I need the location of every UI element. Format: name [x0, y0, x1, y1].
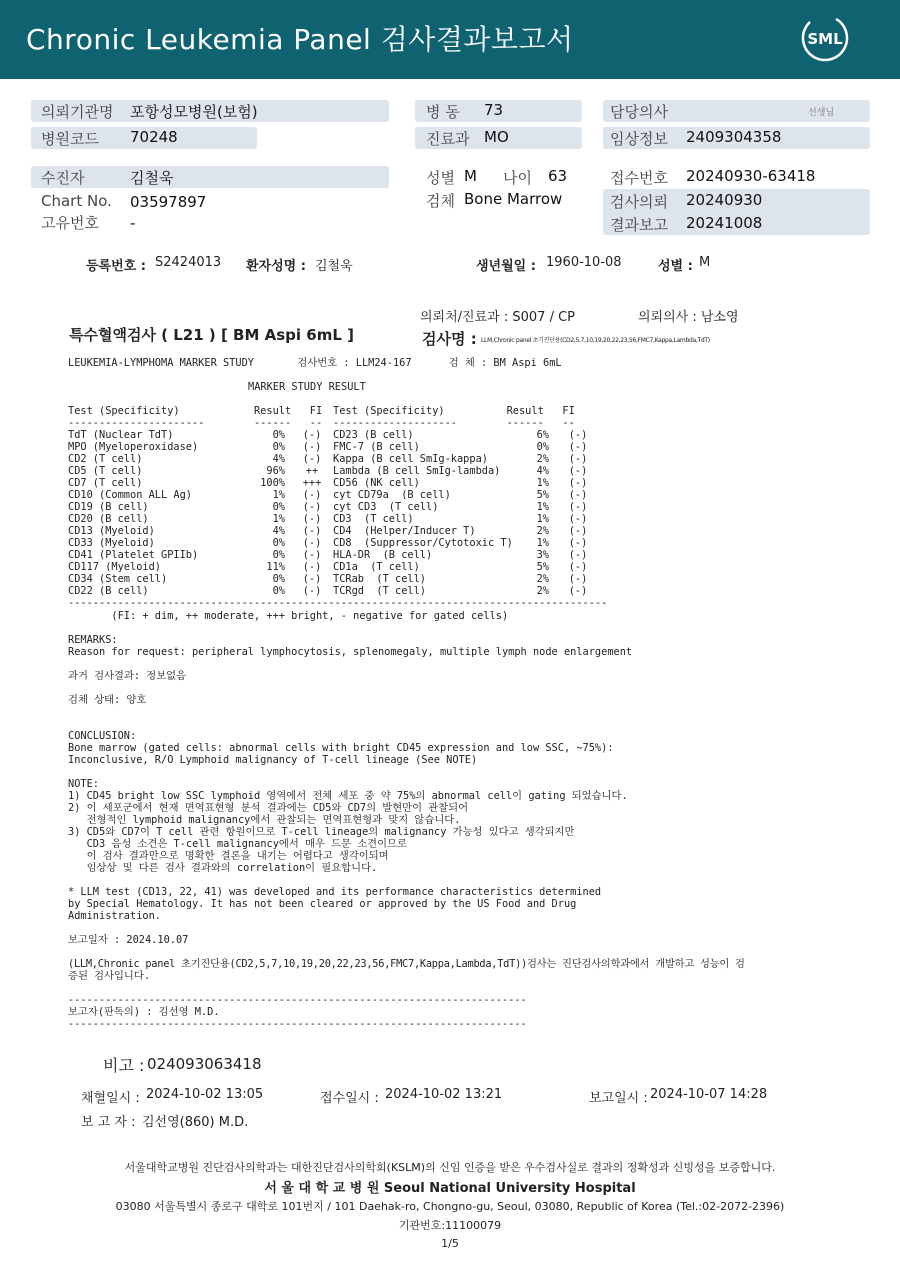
specimen-value: Bone Marrow	[464, 190, 563, 208]
reg-label: 등록번호 :	[86, 259, 146, 274]
left-marker-test: CD20 (B cell)	[68, 513, 149, 525]
chart-label: Chart No.	[41, 192, 112, 210]
left-marker-test: CD33 (Myeloid)	[68, 537, 155, 549]
right-marker-test: Lambda (B cell SmIg-lambda)	[333, 465, 501, 477]
left-marker-result: 0%	[272, 585, 285, 597]
report-label: 보고일시 :	[589, 1091, 648, 1106]
exam-title: 특수혈액검사 ( L21 ) [ BM Aspi 6mL ]	[69, 326, 354, 344]
left-marker-test: CD19 (B cell)	[68, 501, 149, 513]
right-marker-fi: (-)	[568, 453, 588, 465]
note-line-1: 1) CD45 bright low SSC lymphoid 영역에서 전체 세포 중 약 75%의 abnormal cell이 gating 되었습니다.	[68, 790, 628, 802]
birth-value: 1960-10-08	[546, 255, 622, 270]
requested-value: 20240930	[686, 191, 763, 209]
llm-line-3: Administration.	[68, 910, 161, 922]
right-marker-fi: (-)	[568, 549, 588, 561]
page-number: 1/5	[441, 1237, 459, 1250]
prev-result: 과거 검사결과: 정보없음	[68, 670, 187, 682]
conclusion-line-1: Bone marrow (gated cells: abnormal cells with bright CD45 expression and low SSC, ~75%):	[68, 742, 614, 754]
bottom-reporter-value: 김선영(860) M.D.	[142, 1115, 249, 1130]
reported-label: 결과보고	[610, 216, 668, 234]
note-line-3: 전형적인 lymphoid malignancy에서 관찰되는 면역표현형과 맞지 않습니다.	[68, 814, 461, 826]
right-marker-result: 5%	[536, 489, 549, 501]
left-marker-result: 0%	[272, 573, 285, 585]
sign-rule-bottom: --------------------------------------------------------------------------	[68, 1018, 527, 1030]
right-marker-test: cyt CD3 (T cell)	[333, 501, 439, 513]
right-marker-result: 2%	[536, 585, 549, 597]
doctor-suffix: 선생님	[808, 108, 835, 118]
remarks-title: REMARKS:	[68, 634, 118, 646]
left-marker-result: 0%	[272, 441, 285, 453]
left-marker-result: 100%	[260, 477, 285, 489]
right-marker-fi: (-)	[568, 429, 588, 441]
left-marker-test: CD41 (Platelet GPIIb)	[68, 549, 199, 561]
reported-value: 20241008	[686, 214, 763, 232]
left-marker-result: 0%	[272, 501, 285, 513]
right-marker-fi: (-)	[568, 465, 588, 477]
chart-value: 03597897	[130, 193, 207, 211]
note-line-6: 이 검사 결과만으로 명확한 결론을 내기는 어렵다고 생각이되며	[68, 850, 389, 862]
left-marker-fi: (-)	[302, 549, 322, 561]
req-inst-label: 의뢰기관명	[41, 103, 114, 121]
dept-line: 의뢰처/진료과 : S007 / CP	[420, 310, 575, 325]
reporter-line: 보고자(판독의) : 김선영 M.D.	[68, 1006, 220, 1018]
left-marker-result: 4%	[272, 453, 285, 465]
specimen-label: 검체	[426, 192, 455, 210]
name-value: 김철욱	[315, 259, 353, 274]
llm-line-1: * LLM test (CD13, 22, 41) was developed and its performance characteristics determined	[68, 886, 602, 898]
left-marker-test: CD5 (T cell)	[68, 465, 143, 477]
right-marker-test: TCRgd (T cell)	[333, 585, 426, 597]
clinical-label: 임상정보	[610, 130, 668, 148]
note-line-7: 임상상 및 다른 검사 결과와의 correlation이 필요합니다.	[68, 862, 378, 874]
left-marker-fi: (-)	[302, 441, 322, 453]
left-marker-fi: (-)	[302, 573, 322, 585]
left-marker-test: TdT (Nuclear TdT)	[68, 429, 174, 441]
left-marker-fi: (-)	[302, 429, 322, 441]
right-marker-fi: (-)	[568, 561, 588, 573]
cert-line: 서울대학교병원 진단검사의학과는 대한진단검사의학회(KSLM)의 신임 인증을 받은 우수검사실로 결과의 정확성과 신빙성을 보증합니다.	[124, 1161, 776, 1174]
right-marker-fi: (-)	[568, 537, 588, 549]
req-doc-line: 의뢰의사 : 남소영	[638, 310, 739, 325]
sign-rule-top: --------------------------------------------------------------------------	[68, 994, 527, 1006]
right-marker-test: FMC-7 (B cell)	[333, 441, 420, 453]
hospital-line: 서 울 대 학 교 병 원 Seoul National University Hospital	[264, 1181, 636, 1196]
left-marker-test: MPO (Myeloperoxidase)	[68, 441, 199, 453]
age-value: 63	[548, 167, 568, 185]
right-marker-test: CD1a (T cell)	[333, 561, 420, 573]
table-rule: ---------------------------------------------------------------------------------------	[68, 597, 608, 609]
right-marker-test: CD23 (B cell)	[333, 429, 414, 441]
left-marker-test: CD13 (Myeloid)	[68, 525, 155, 537]
sex-value: M	[464, 167, 477, 185]
unique-label: 고유번호	[41, 214, 99, 232]
right-header: Test (Specificity) Result FI	[333, 405, 575, 417]
report-value: 2024-10-07 14:28	[650, 1087, 768, 1102]
dept-value: MO	[484, 128, 509, 146]
right-marker-test: CD4 (Helper/Inducer T)	[333, 525, 476, 537]
hosp-code-value: 70248	[130, 128, 178, 146]
right-marker-test: TCRab (T cell)	[333, 573, 426, 585]
panel-line-1: (LLM,Chronic panel 초기진단용(CD2,5,7,10,19,20,22,23,56,FMC7,Kappa,Lambda,TdT))검사는 진단검사의학과에서 개발하고 성능이 검	[68, 958, 745, 970]
right-marker-test: CD56 (NK cell)	[333, 477, 420, 489]
right-marker-test: CD3 (T cell)	[333, 513, 414, 525]
right-marker-result: 3%	[536, 549, 549, 561]
scan-sex-label: 성별 :	[658, 259, 693, 274]
result-title: MARKER STUDY RESULT	[248, 381, 366, 393]
left-marker-result: 1%	[272, 513, 285, 525]
right-marker-result: 1%	[536, 501, 549, 513]
left-marker-fi: (-)	[302, 585, 322, 597]
req-inst-value: 포항성모병원(보험)	[130, 103, 258, 121]
left-marker-test: CD117 (Myeloid)	[68, 561, 161, 573]
right-marker-result: 6%	[536, 429, 549, 441]
right-marker-fi: (-)	[568, 513, 588, 525]
left-marker-fi: (-)	[302, 525, 322, 537]
unique-value: -	[130, 214, 136, 232]
left-marker-fi: +++	[302, 477, 322, 489]
dept-label: 진료과	[426, 130, 470, 148]
birth-label: 생년월일 :	[476, 259, 536, 274]
left-marker-fi: (-)	[302, 453, 322, 465]
info-box-patient	[31, 166, 389, 188]
note-title: NOTE:	[68, 778, 99, 790]
left-marker-fi: (-)	[302, 501, 322, 513]
fi-legend: (FI: + dim, ++ moderate, +++ bright, - negative for gated cells)	[68, 610, 509, 622]
left-marker-result: 4%	[272, 525, 285, 537]
note-line-2: 2) 이 세포군에서 현재 면역표현형 분석 결과에는 CD5와 CD7의 발현만이 관찰되어	[68, 802, 469, 814]
right-marker-result: 1%	[536, 537, 549, 549]
doctor-label: 담당의사	[610, 103, 668, 121]
left-marker-test: CD34 (Stem cell)	[68, 573, 168, 585]
specimen-status: 검체 상태: 양호	[68, 694, 147, 706]
sml-logo	[801, 14, 849, 62]
scan-sex-value: M	[699, 255, 711, 270]
right-marker-test: HLA-DR (B cell)	[333, 549, 433, 561]
remark-value: 024093063418	[147, 1055, 262, 1073]
panel-line-2: 증된 검사입니다.	[68, 970, 151, 982]
left-marker-fi: (-)	[302, 561, 322, 573]
right-marker-result: 1%	[536, 513, 549, 525]
left-marker-result: 11%	[266, 561, 285, 573]
bottom-reporter-label: 보 고 자 :	[81, 1115, 136, 1130]
patient-label: 수진자	[41, 169, 85, 187]
left-header: Test (Specificity) Result FI	[68, 405, 323, 417]
ward-label: 병 동	[426, 103, 460, 121]
left-marker-test: CD7 (T cell)	[68, 477, 143, 489]
left-marker-test: CD10 (Common ALL Ag)	[68, 489, 192, 501]
right-marker-result: 1%	[536, 477, 549, 489]
right-marker-fi: (-)	[568, 525, 588, 537]
right-marker-result: 5%	[536, 561, 549, 573]
exam-name-value: LLM,Chronic panel 초기진단용(CD2,5,7,10,19,20,22,23,56,FMC7,Kappa,Lambda,TdT)	[481, 337, 710, 344]
right-marker-fi: (-)	[568, 585, 588, 597]
exam-name-label: 검사명 :	[422, 330, 477, 348]
name-label: 환자성명 :	[246, 259, 306, 274]
receive-label: 접수일시 :	[320, 1091, 379, 1106]
conclusion-line-2: Inconclusive, R/O Lymphoid malignancy of T-cell lineage (See NOTE)	[68, 754, 478, 766]
report-title: Chronic Leukemia Panel 검사결과보고서	[26, 23, 574, 56]
right-marker-result: 2%	[536, 453, 549, 465]
note-line-5: CD3 음성 소견은 T-cell malignancy에서 매우 드문 소견이므로	[68, 838, 407, 850]
right-marker-result: 2%	[536, 525, 549, 537]
right-rule: -------------------- ------ --	[333, 417, 575, 429]
inst-no-line: 기관번호:11100079	[398, 1219, 502, 1232]
ward-value: 73	[484, 101, 504, 119]
left-marker-result: 1%	[272, 489, 285, 501]
age-label: 나이	[503, 169, 532, 187]
left-marker-fi: (-)	[302, 489, 322, 501]
collect-label: 채혈일시 :	[81, 1091, 140, 1106]
receive-value: 2024-10-02 13:21	[385, 1087, 503, 1102]
right-marker-test: CD8 (Suppressor/Cytotoxic T)	[333, 537, 513, 549]
right-marker-fi: (-)	[568, 477, 588, 489]
right-marker-result: 2%	[536, 573, 549, 585]
left-marker-fi: ++	[305, 465, 319, 477]
left-marker-result: 96%	[266, 465, 285, 477]
receipt-label: 접수번호	[610, 169, 668, 187]
left-marker-result: 0%	[272, 549, 285, 561]
address-line: 03080 서울특별시 종로구 대학로 101번지 / 101 Daehak-ro, Chongno-gu, Seoul, 03080, Republic of Korea (Tel.:02-2072-2396)	[115, 1200, 785, 1213]
right-marker-fi: (-)	[568, 573, 588, 585]
remarks-text: Reason for request: peripheral lymphocytosis, splenomegaly, multiple lymph node enlargement	[68, 646, 633, 658]
right-marker-fi: (-)	[568, 501, 588, 513]
left-marker-result: 0%	[272, 537, 285, 549]
conclusion-title: CONCLUSION:	[68, 730, 137, 742]
hosp-code-label: 병원코드	[41, 130, 99, 148]
receipt-value: 20240930-63418	[686, 167, 816, 185]
right-marker-result: 0%	[536, 441, 549, 453]
right-marker-test: cyt CD79a (B cell)	[333, 489, 451, 501]
right-marker-test: Kappa (B cell SmIg-kappa)	[333, 453, 488, 465]
right-marker-result: 4%	[536, 465, 549, 477]
llm-line-2: by Special Hematology. It has not been cleared or approved by the US Food and Drug	[68, 898, 577, 910]
report-date: 보고일자 : 2024.10.07	[68, 934, 189, 946]
left-marker-test: CD22 (B cell)	[68, 585, 149, 597]
clinical-value: 2409304358	[686, 128, 782, 146]
collect-value: 2024-10-02 13:05	[146, 1087, 264, 1102]
left-marker-result: 0%	[272, 429, 285, 441]
report-header	[0, 0, 900, 79]
svg-text:SML: SML	[807, 30, 843, 48]
left-marker-fi: (-)	[302, 537, 322, 549]
left-rule: ---------------------- ------ --	[68, 417, 323, 429]
left-marker-test: CD2 (T cell)	[68, 453, 143, 465]
sex-label: 성별	[426, 169, 455, 187]
reg-value: S2424013	[155, 255, 222, 270]
requested-label: 검사의뢰	[610, 193, 668, 211]
right-marker-fi: (-)	[568, 441, 588, 453]
patient-value: 김철욱	[130, 169, 174, 187]
remark-label: 비고 :	[103, 1056, 145, 1075]
note-line-4: 3) CD5와 CD7이 T cell 관련 항원이므로 T-cell lineage의 malignancy 가능성 있다고 생각되지만	[68, 826, 575, 838]
right-marker-fi: (-)	[568, 489, 588, 501]
study-line: LEUKEMIA-LYMPHOMA MARKER STUDY 검사번호 : LLM24-167 검 체 : BM Aspi 6mL	[68, 357, 562, 369]
left-marker-fi: (-)	[302, 513, 322, 525]
